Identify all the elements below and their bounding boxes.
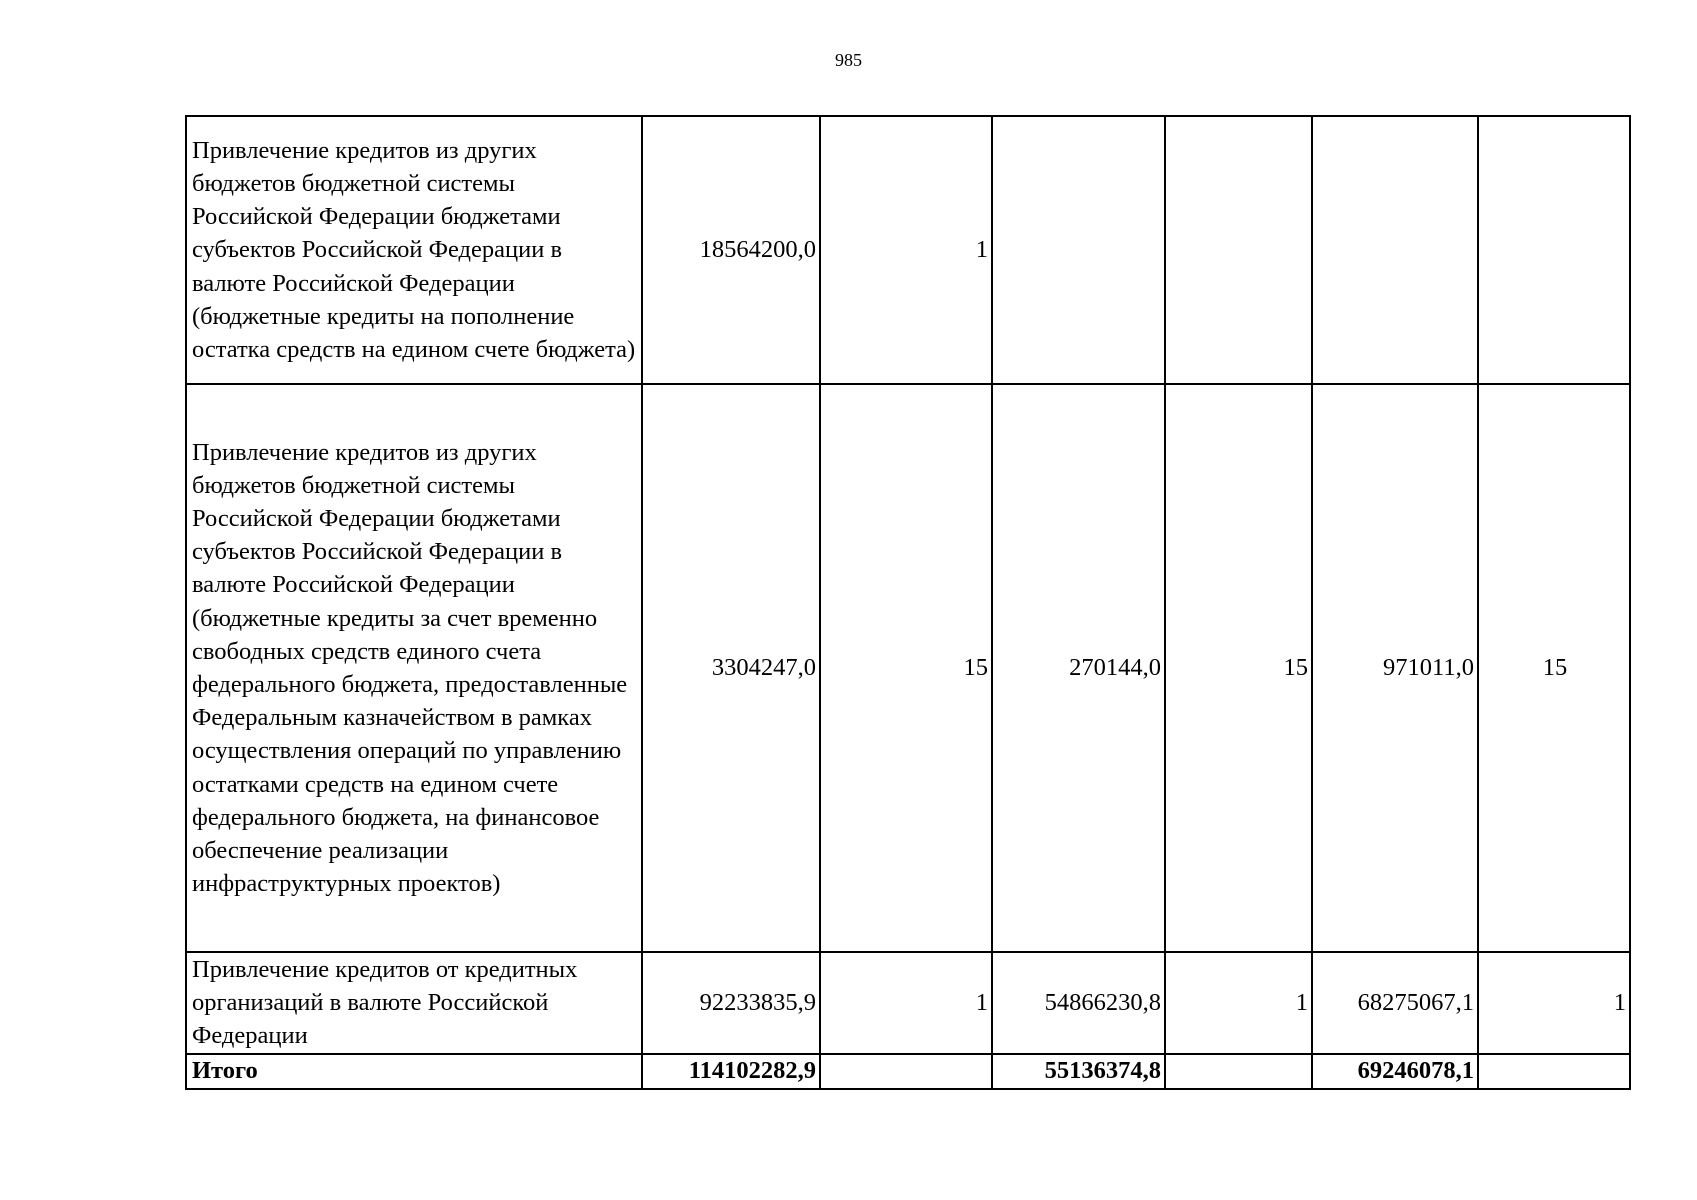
term-year-1: 1 <box>820 116 992 384</box>
total-row <box>186 1054 1630 1089</box>
row-description: Привлечение кредитов от кредитных организаций в валюте Российской Федерации <box>186 952 642 1054</box>
term-year-2: 15 <box>1165 384 1312 952</box>
table-row <box>186 384 1630 952</box>
borrowing-table <box>185 115 1631 1090</box>
amount-year-3: 971011,0 <box>1312 384 1478 952</box>
total-term-year-1 <box>820 1054 992 1089</box>
amount-year-2 <box>992 116 1165 384</box>
term-year-3: 15 <box>1478 384 1630 952</box>
row-description: Привлечение кредитов из других бюджетов бюджетной системы Российской Федерации бюджетами субъектов Российской Федерации в валюте Российской Федерации (бюджетные кредиты за счет временно свободных средств единого счета федерального бюджета, предоставленные Федеральным казначейством в рамках осуществления операций по управлению остатками средств на едином счете федерального бюджета, на финансовое обеспечение реализации инфраструктурных проектов) <box>186 384 642 952</box>
term-year-1: 15 <box>820 384 992 952</box>
total-amount-year-2: 55136374,8 <box>992 1054 1165 1089</box>
amount-year-1: 3304247,0 <box>642 384 820 952</box>
amount-year-1: 92233835,9 <box>642 952 820 1054</box>
page-number: 985 <box>835 50 862 70</box>
table-row <box>186 116 1630 384</box>
term-year-2 <box>1165 116 1312 384</box>
row-description: Привлечение кредитов из других бюджетов бюджетной системы Российской Федерации бюджетами субъектов Российской Федерации в валюте Российской Федерации (бюджетные кредиты на пополнение остатка средств на едином счете бюджета) <box>186 116 642 384</box>
term-year-1: 1 <box>820 952 992 1054</box>
term-year-3: 1 <box>1478 952 1630 1054</box>
total-label: Итого <box>186 1054 642 1089</box>
amount-year-3 <box>1312 116 1478 384</box>
total-term-year-3 <box>1478 1054 1630 1089</box>
amount-year-2: 54866230,8 <box>992 952 1165 1054</box>
amount-year-3: 68275067,1 <box>1312 952 1478 1054</box>
amount-year-2: 270144,0 <box>992 384 1165 952</box>
term-year-2: 1 <box>1165 952 1312 1054</box>
term-year-3 <box>1478 116 1630 384</box>
total-amount-year-1: 114102282,9 <box>642 1054 820 1089</box>
table-row <box>186 952 1630 1054</box>
total-term-year-2 <box>1165 1054 1312 1089</box>
amount-year-1: 18564200,0 <box>642 116 820 384</box>
total-amount-year-3: 69246078,1 <box>1312 1054 1478 1089</box>
